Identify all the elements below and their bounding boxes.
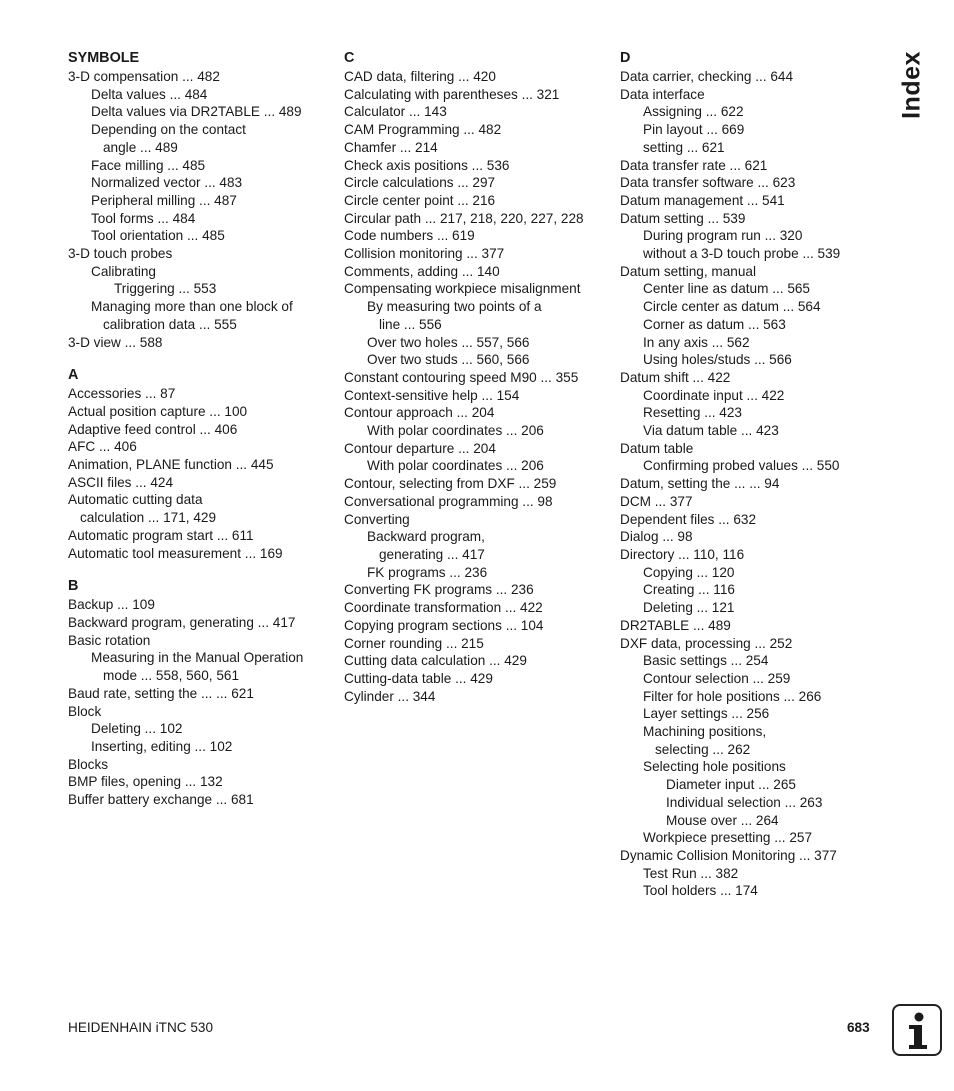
index-entry: Context-sensitive help ... 154 [344, 387, 520, 403]
index-entry: CAM Programming ... 482 [344, 122, 502, 138]
index-entry: 3-D touch probes [68, 246, 173, 262]
index-entry: Copying ... 120 [643, 564, 735, 580]
index-entry: Tool holders ... 174 [643, 883, 758, 899]
index-entry: Via datum table ... 423 [643, 423, 779, 439]
index-entry: Coordinate input ... 422 [643, 387, 785, 403]
index-entry: generating ... 417 [379, 546, 485, 562]
index-entry: Delta values via DR2TABLE ... 489 [91, 104, 302, 120]
side-title-text: Index [897, 51, 926, 119]
index-entry: Calibrating [91, 263, 156, 279]
index-entry: Machining positions, [643, 724, 767, 740]
index-entry: Data carrier, checking ... 644 [620, 69, 794, 84]
index-entry: Delta values ... 484 [91, 86, 208, 102]
index-entry: calculation ... 171, 429 [80, 510, 217, 526]
index-entry: Contour selection ... 259 [643, 670, 791, 686]
index-entry: setting ... 621 [643, 139, 725, 155]
index-entry: Block [68, 703, 102, 719]
index-entry: Code numbers ... 619 [344, 228, 475, 244]
index-entry: Blocks [68, 756, 109, 772]
index-entry: Over two holes ... 557, 566 [367, 334, 530, 350]
index-entry: 3-D view ... 588 [68, 334, 163, 350]
index-entry: Collision monitoring ... 377 [344, 246, 505, 262]
index-column-2 [344, 48, 612, 719]
index-entry: Dialog ... 98 [620, 529, 693, 545]
index-entry: Deleting ... 121 [643, 600, 735, 616]
section-heading: B [68, 578, 79, 595]
index-entry: Contour, selecting from DXF ... 259 [344, 476, 557, 492]
index-entry: Accessories ... 87 [68, 386, 176, 402]
index-entry: Cylinder ... 344 [344, 688, 436, 704]
index-entry: DCM ... 377 [620, 493, 693, 509]
index-entry: Corner rounding ... 215 [344, 635, 484, 651]
index-entry: Compensating workpiece misalignment [344, 281, 581, 297]
index-entry: Copying program sections ... 104 [344, 617, 544, 633]
index-entry: Dynamic Collision Monitoring ... 377 [620, 847, 837, 863]
index-entry: With polar coordinates ... 206 [367, 458, 544, 474]
index-entry: Cutting-data table ... 429 [344, 670, 493, 686]
index-entry: Assigning ... 622 [643, 104, 744, 120]
index-entry: Actual position capture ... 100 [68, 403, 248, 419]
index-entry: Automatic tool measurement ... 169 [68, 545, 283, 561]
index-entry: Workpiece presetting ... 257 [643, 830, 813, 846]
footer-manual-title: HEIDENHAIN iTNC 530 [68, 1020, 214, 1035]
index-entry: Face milling ... 485 [91, 157, 206, 173]
index-entry: Using holes/studs ... 566 [643, 352, 792, 368]
index-entry: Datum setting, manual [620, 263, 757, 279]
index-entry: Circle center as datum ... 564 [643, 299, 821, 315]
index-entry: without a 3-D touch probe ... 539 [643, 246, 841, 262]
info-icon [892, 1004, 942, 1056]
index-entry: Selecting hole positions [643, 759, 786, 775]
index-entry: Adaptive feed control ... 406 [68, 421, 238, 437]
index-entry: Basic settings ... 254 [643, 653, 769, 669]
index-entry: Resetting ... 423 [643, 405, 742, 421]
index-entry: Triggering ... 553 [114, 281, 217, 297]
index-entry: Tool orientation ... 485 [91, 228, 225, 244]
section-heading: SYMBOLE [68, 50, 140, 66]
index-entry: Circle calculations ... 297 [344, 175, 496, 191]
index-entry: By measuring two points of a [367, 299, 542, 315]
index-section [344, 48, 612, 705]
index-entry: Chamfer ... 214 [344, 139, 438, 155]
index-entry: DXF data, processing ... 252 [620, 635, 793, 651]
index-entry: Diameter input ... 265 [666, 777, 796, 793]
index-section [68, 576, 336, 808]
index-entry: mode ... 558, 560, 561 [103, 668, 240, 684]
index-entry: Converting FK programs ... 236 [344, 582, 534, 598]
page-number: 683 [847, 1020, 870, 1035]
index-entry: Datum shift ... 422 [620, 369, 731, 385]
index-entry: Constant contouring speed M90 ... 355 [344, 369, 579, 385]
index-entry: Tool forms ... 484 [91, 210, 196, 226]
index-entry: Directory ... 110, 116 [620, 546, 745, 562]
index-entry: Datum table [620, 440, 694, 456]
index-entry: Basic rotation [68, 632, 151, 648]
index-entry: Calculator ... 143 [344, 104, 447, 120]
index-entry: In any axis ... 562 [643, 334, 750, 350]
index-entry: During program run ... 320 [643, 228, 803, 244]
index-section [620, 48, 888, 900]
index-entry: Check axis positions ... 536 [344, 157, 510, 173]
index-entry: Over two studs ... 560, 566 [367, 352, 530, 368]
section-heading: A [68, 367, 79, 384]
index-entry: Coordinate transformation ... 422 [344, 600, 543, 616]
index-entry: Data transfer rate ... 621 [620, 157, 768, 173]
index-entry: Creating ... 116 [643, 582, 735, 598]
index-entry: AFC ... 406 [68, 439, 137, 455]
index-entry: Automatic program start ... 611 [68, 527, 254, 543]
index-entry: Datum, setting the ... ... 94 [620, 476, 780, 492]
index-entry: ASCII files ... 424 [68, 474, 174, 490]
index-entry: Conversational programming ... 98 [344, 493, 553, 509]
index-entry: Deleting ... 102 [91, 721, 183, 737]
index-entry: Individual selection ... 263 [666, 794, 823, 810]
index-entry: Confirming probed values ... 550 [643, 458, 840, 474]
index-entry: Comments, adding ... 140 [344, 263, 500, 279]
index-entry: Test Run ... 382 [643, 865, 739, 881]
index-entry: Circle center point ... 216 [344, 192, 496, 208]
index-entry: Dependent files ... 632 [620, 511, 757, 527]
index-entry: line ... 556 [379, 316, 442, 332]
index-entry: angle ... 489 [103, 139, 178, 155]
index-entry: BMP files, opening ... 132 [68, 774, 223, 790]
index-entry: Depending on the contact [91, 122, 246, 138]
index-entry: Data transfer software ... 623 [620, 175, 796, 191]
index-entry: Backup ... 109 [68, 597, 155, 613]
index-entry: Datum setting ... 539 [620, 210, 746, 226]
index-column-3 [620, 48, 888, 914]
index-section [68, 48, 336, 351]
index-entry: Buffer battery exchange ... 681 [68, 792, 254, 808]
index-entry: Managing more than one block of [91, 299, 293, 315]
index-entry: Calculating with parentheses ... 321 [344, 86, 560, 102]
index-entry: Pin layout ... 669 [643, 122, 745, 138]
index-section [68, 365, 336, 562]
index-entry: Mouse over ... 264 [666, 812, 779, 828]
index-entry: Automatic cutting data [68, 492, 203, 508]
index-entry: Data interface [620, 86, 705, 102]
index-entry: Filter for hole positions ... 266 [643, 688, 822, 704]
index-entry: Contour departure ... 204 [344, 440, 496, 456]
index-entry: Animation, PLANE function ... 445 [68, 457, 274, 473]
index-entry: Circular path ... 217, 218, 220, 227, 228 [344, 210, 584, 226]
index-entry: Contour approach ... 204 [344, 405, 495, 421]
index-entry: Peripheral milling ... 487 [91, 192, 237, 208]
index-entry: 3-D compensation ... 482 [68, 69, 220, 84]
index-entry: Center line as datum ... 565 [643, 281, 810, 297]
index-entry: calibration data ... 555 [103, 316, 237, 332]
index-entry: selecting ... 262 [655, 741, 751, 757]
index-entry: Converting [344, 511, 410, 527]
index-entry: DR2TABLE ... 489 [620, 617, 731, 633]
section-heading: D [620, 50, 631, 66]
index-entry: Corner as datum ... 563 [643, 316, 786, 332]
section-heading: C [344, 50, 355, 66]
index-column-1 [68, 48, 336, 823]
index-entry: FK programs ... 236 [367, 564, 488, 580]
index-entry: Datum management ... 541 [620, 192, 785, 208]
index-entry: Cutting data calculation ... 429 [344, 653, 527, 669]
index-entry: Normalized vector ... 483 [91, 175, 243, 191]
index-entry: Inserting, editing ... 102 [91, 738, 233, 754]
index-entry: Layer settings ... 256 [643, 706, 770, 722]
index-entry: Baud rate, setting the ... ... 621 [68, 685, 254, 701]
index-entry: Measuring in the Manual Operation [91, 650, 304, 666]
index-entry: CAD data, filtering ... 420 [344, 69, 496, 84]
index-entry: Backward program, [367, 529, 485, 545]
index-entry: With polar coordinates ... 206 [367, 423, 544, 439]
side-title [892, 50, 932, 120]
index-entry: Backward program, generating ... 417 [68, 614, 296, 630]
